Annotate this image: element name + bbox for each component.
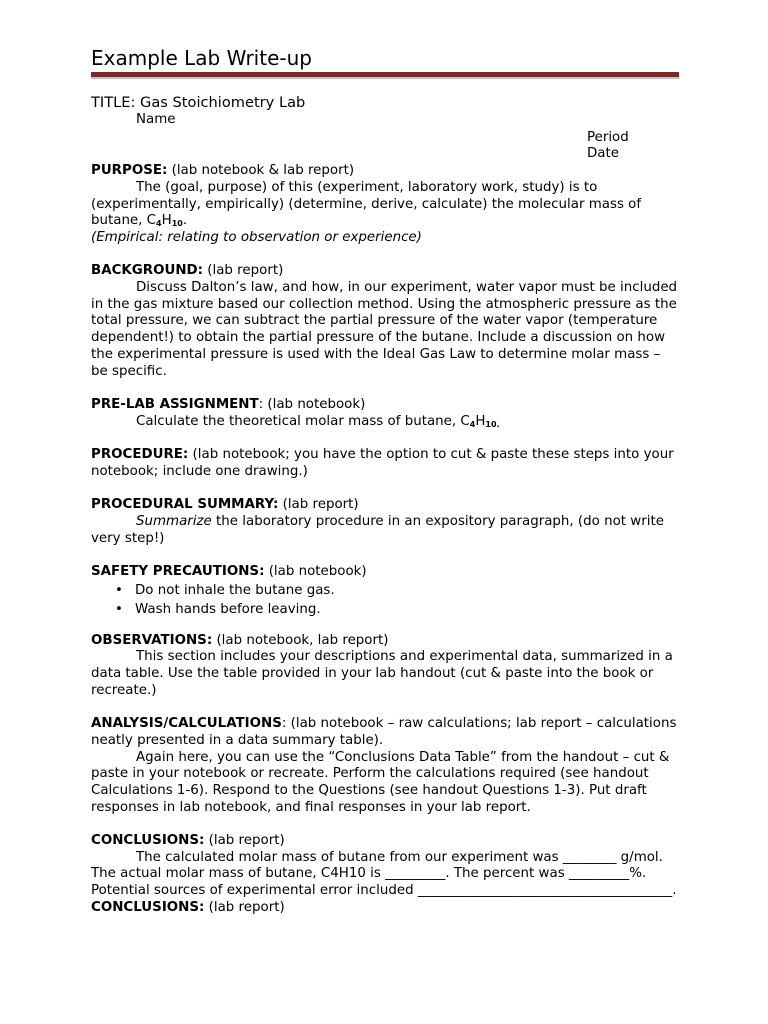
- title-line: [91, 94, 681, 112]
- observations-heading: OBSERVATIONS:: [91, 632, 213, 648]
- period-line: Period: [587, 129, 629, 145]
- procedural-summary-heading: PROCEDURAL SUMMARY:: [91, 497, 279, 513]
- background-heading-line: BACKGROUND: (lab report): [91, 263, 284, 279]
- conclusions-heading-line: CONCLUSIONS: (lab report): [91, 833, 285, 849]
- observations-text: This section includes your descriptions and experimental data, summarized in a data table. Use the table provided in your lab handout (cut & paste into the book or recreate.): [91, 649, 673, 698]
- prelab-text: Calculate the theoretical molar mass of butane, $C_4H_{10.}$: [136, 413, 500, 429]
- title-rule-shadow: [91, 77, 679, 79]
- safety-list: [91, 581, 681, 619]
- conclusions-heading-line-2: CONCLUSIONS: (lab report): [91, 899, 285, 915]
- safety-heading: SAFETY PRECAUTIONS:: [91, 563, 265, 579]
- purpose-note: (lab notebook & lab report): [167, 163, 355, 179]
- procedural-summary-heading-line: PROCEDURAL SUMMARY: (lab report): [91, 497, 359, 513]
- list-item: • Do not inhale the butane gas.: [115, 581, 681, 600]
- conclusions-heading: CONCLUSIONS:: [91, 833, 205, 849]
- prelab-heading-line: PRE-LAB ASSIGNMENT: (lab notebook): [91, 396, 366, 412]
- document-title: Example Lab Write-up: [91, 46, 312, 70]
- purpose-italic-note: (Empirical: relating to observation or experience): [91, 229, 422, 245]
- background-text: Discuss Dalton’s law, and how, in our experiment, water vapor must be included in the gas mixture based our collection method. Using the atmospheric pressure as the total pressure, we can subtract the partial pressure of the water vapor (temperature dependent!) to obtain the partial pressure of the butane. Include a discussion on how the experimental pressure is used with the Ideal Gas Law to determine molar mass – be specific.: [91, 280, 678, 379]
- lab-title: Gas Stoichiometry Lab: [140, 94, 306, 111]
- title-label: TITLE:: [91, 94, 136, 111]
- observations-heading-line: OBSERVATIONS: (lab notebook, lab report): [91, 632, 389, 648]
- purpose-text: The (goal, purpose) of this (experiment, laboratory work, study) is to (experimentally, empirically) (determine, derive, calculate) the molecular mass of butane, $C_4H_{10}$.: [91, 179, 642, 229]
- procedure-line: PROCEDURE: (lab notebook; you have the option to cut & paste these steps into your notebook; include one drawing.): [91, 447, 674, 479]
- procedure-heading: PROCEDURE:: [91, 447, 189, 463]
- analysis-heading-line: ANALYSIS/CALCULATIONS: (lab notebook – raw calculations; lab report – calculations neatly presented in a data summary table).: [91, 716, 677, 748]
- purpose-heading: PURPOSE:: [91, 163, 168, 179]
- prelab-heading: PRE-LAB ASSIGNMENT: [91, 396, 259, 412]
- conclusions-heading-2: CONCLUSIONS:: [91, 899, 205, 915]
- document-body: [91, 94, 681, 917]
- safety-heading-line: SAFETY PRECAUTIONS: (lab notebook): [91, 563, 367, 579]
- analysis-heading: ANALYSIS/CALCULATIONS: [91, 716, 282, 732]
- date-line: Date: [587, 146, 620, 162]
- analysis-text: Again here, you can use the “Conclusions Data Table” from the handout – cut & paste in your notebook or recreate. Perform the calculations required (see handout Calculations 1-6). Respond to the Questions (see handout Questions 1-3). Put draft responses in lab notebook, and final responses in your lab report.: [91, 749, 670, 815]
- purpose-heading-line: [91, 163, 681, 180]
- background-heading: BACKGROUND:: [91, 263, 204, 279]
- conclusions-text: The calculated molar mass of butane from our experiment was ________ g/mol. The actual molar mass of butane, C4H10 is _________. The percent was _________%. Potential sources of experimental error included ______________________________________.: [91, 849, 677, 899]
- list-item: • Wash hands before leaving.: [115, 600, 681, 619]
- name-line: Name: [136, 112, 176, 127]
- procedural-summary-text: Summarize the laboratory procedure in an expository paragraph, (do not write very step!): [91, 513, 664, 546]
